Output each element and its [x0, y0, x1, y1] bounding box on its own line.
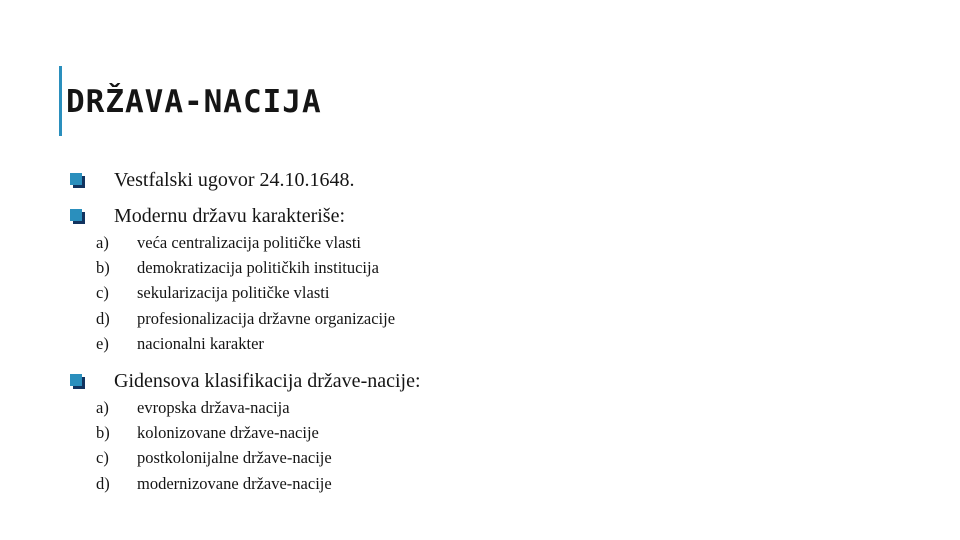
list-letter: c) — [96, 283, 109, 303]
list-letter: e) — [96, 333, 109, 353]
list-text: nacionalni karakter — [137, 333, 264, 353]
checkbox-square-icon — [70, 374, 85, 389]
list-text: kolonizovane države-nacije — [137, 422, 319, 442]
list-text: postkolonijalne države-nacije — [137, 448, 332, 468]
bullet-item — [70, 165, 355, 195]
list-text: sekularizacija političke vlasti — [137, 283, 330, 303]
list-item — [96, 331, 395, 356]
list-item — [96, 395, 332, 420]
title-accent-bar — [59, 66, 62, 136]
bullet-item — [70, 366, 421, 396]
list-item — [96, 306, 395, 331]
list-item — [96, 255, 395, 280]
list-letter: b) — [96, 422, 110, 442]
list-letter: a) — [96, 397, 109, 417]
list-item — [96, 471, 332, 496]
list-letter: b) — [96, 257, 110, 277]
bullet-item — [70, 201, 345, 231]
list-letter: d) — [96, 473, 110, 493]
slide-title: DRŽAVA-NACIJA — [66, 84, 322, 120]
list-text: demokratizacija političkih institucija — [137, 257, 379, 277]
list-item — [96, 446, 332, 471]
list-item — [96, 281, 395, 306]
list-letter: c) — [96, 448, 109, 468]
sub-list — [96, 230, 395, 356]
bullet-text: Vestfalski ugovor 24.10.1648. — [114, 168, 355, 191]
bullet-text: Gidensova klasifikacija države-nacije: — [114, 369, 421, 392]
list-text: veća centralizacija političke vlasti — [137, 232, 362, 252]
list-item — [96, 230, 395, 255]
list-text: profesionalizacija državne organizacije — [137, 308, 396, 328]
list-letter: a) — [96, 232, 109, 252]
list-text: evropska država-nacija — [137, 397, 290, 417]
list-item — [96, 420, 332, 445]
sub-list — [96, 395, 332, 496]
list-letter: d) — [96, 308, 110, 328]
checkbox-square-icon — [70, 209, 85, 224]
bullet-text: Modernu državu karakteriše: — [114, 204, 346, 227]
list-text: modernizovane države-nacije — [137, 473, 332, 493]
checkbox-square-icon — [70, 173, 85, 188]
